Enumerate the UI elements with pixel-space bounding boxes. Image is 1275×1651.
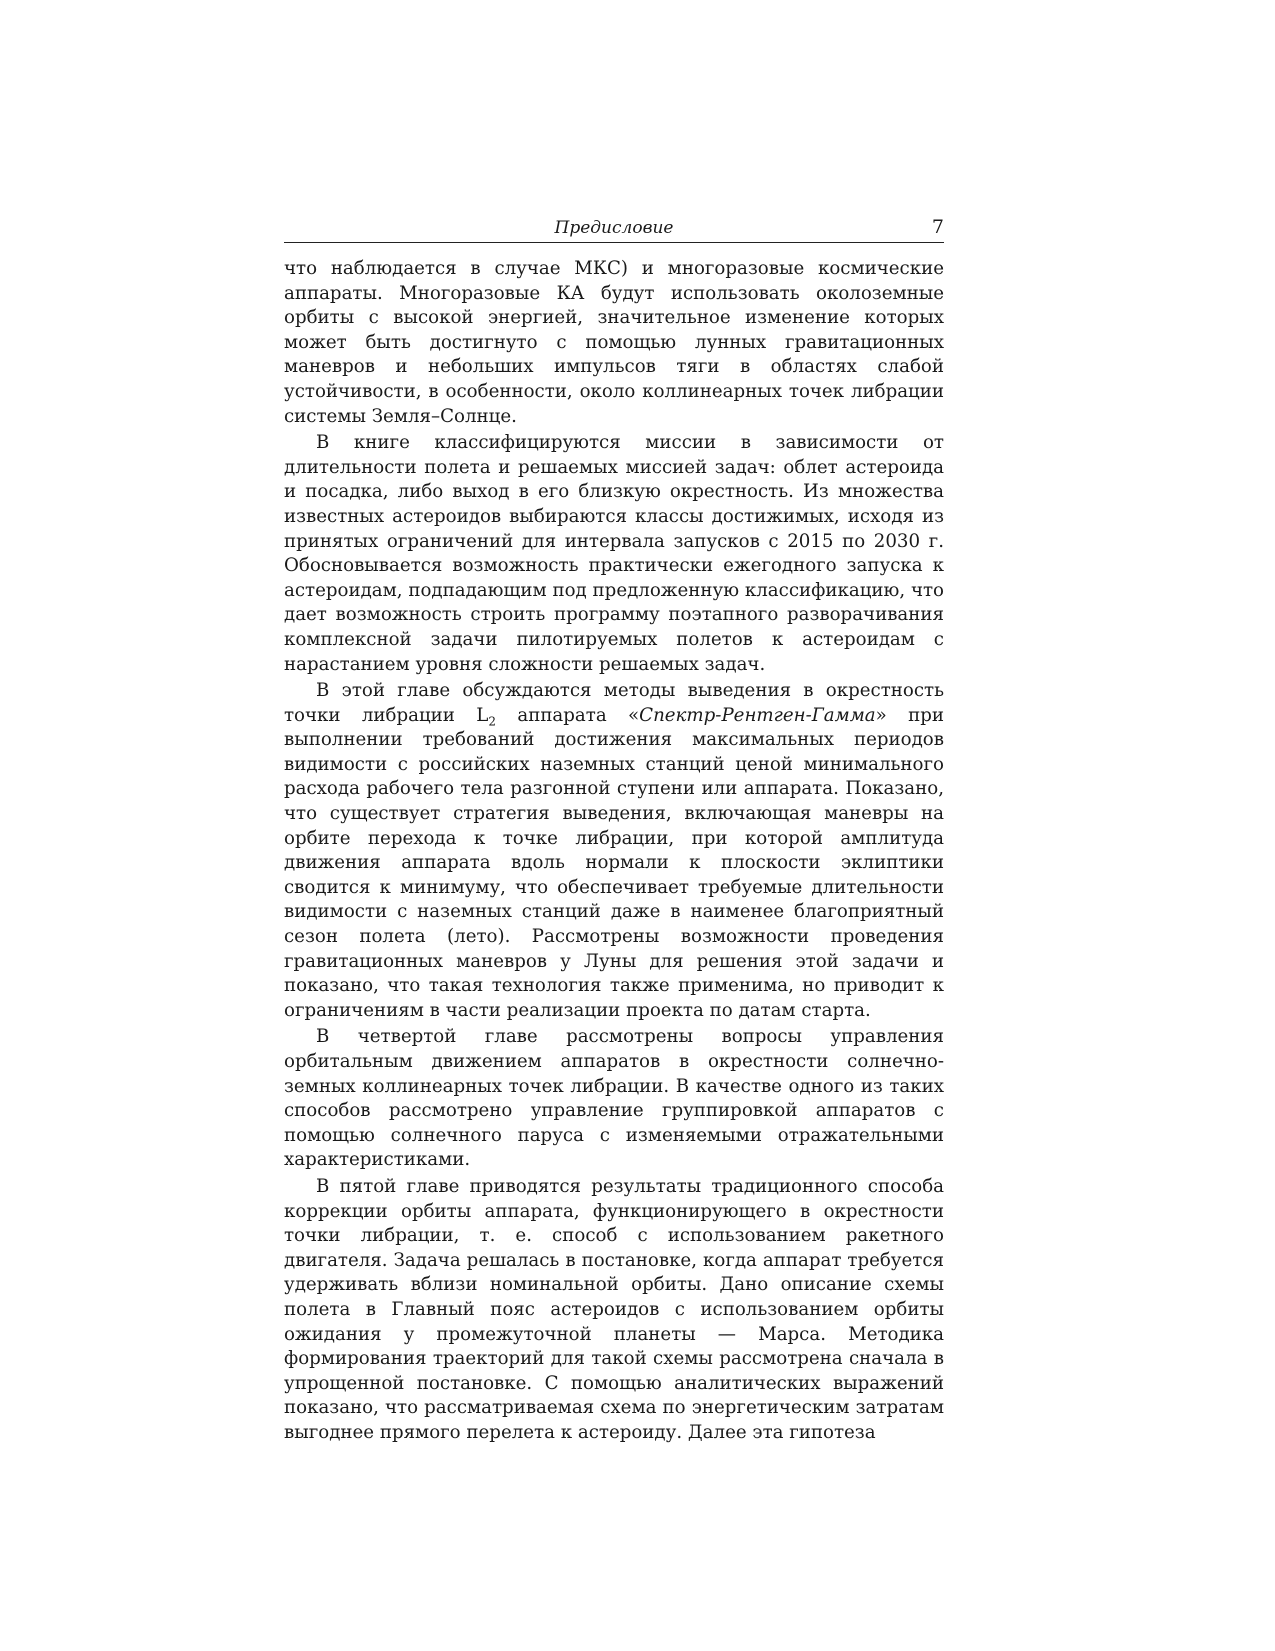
subscript: 2 — [488, 714, 496, 729]
mission-name: Спектр-Рентген-Гамма — [639, 704, 876, 726]
body-text — [284, 257, 944, 1446]
running-title: Предисловие — [554, 218, 674, 238]
page-number: 7 — [931, 216, 944, 238]
paragraph: что наблюдается в случае МКС) и многоразовые космические аппараты. Многоразовые КА будут использовать околоземные орбиты с высокой энергией, значительное изменение которых может быть достигнуто с помощью лунных гравитационных маневров и небольших импульсов тяги в областях слабой устойчивости, в особенности, около коллинеарных точек либрации системы Земля–Солнце. — [284, 258, 944, 427]
running-header — [284, 212, 944, 243]
paragraph: В пятой главе приводятся результаты традиционного способа коррекции орбиты аппарата, функционирующего в окрестности точки либрации, т. е. способ с использованием ракетного двигателя. Задача решалась в постановке, когда аппарат требуется удерживать вблизи номинальной орбиты. Дано описание схемы полета в Главный пояс астероидов с использованием орбиты ожидания у промежуточной планеты — Марса. Методика формирования траекторий для такой схемы рассмотрена сначала в упрощенной постановке. С помощью аналитических выражений показано, что рассматриваемая схема по энергетическим затратам выгоднее прямого перелета к астероиду. Далее эта гипотеза — [284, 1175, 944, 1443]
paragraph: В книге классифицируются миссии в зависимости от длительности полета и решаемых миссией задач: облет астероида и посадка, либо выход в его близкую окрестность. Из множества известных астероидов выбираются классы достижимых, исходя из принятых ограничений для интервала запусков с 2015 по 2030 г. Обосновывается возможность практически ежегодного запуска к астероидам, подпадающим под предложенную классификацию, что дает возможность строить программу поэтапного разворачивания комплексной задачи пилотируемых полетов к астероидам с нарастанием уровня сложности решаемых задач. — [284, 432, 944, 675]
paragraph: В четвертой главе рассмотрены вопросы управления орбитальным движением аппаратов в окрестности солнечно-земных коллинеарных точек либрации. В качестве одного из таких способов рассмотрено управление группировкой аппаратов с помощью солнечного паруса с изменяемыми отражательными характеристиками. — [284, 1026, 944, 1171]
paragraph-text: » при выполнении требований достижения максимальных периодов видимости с российских наземных станций ценой минимального расхода рабочего тела разгонной ступени или аппарата. Показано, что существует стратегия выведения, включающая маневры на орбите перехода к точке либрации, при которой амплитуда движения аппарата вдоль нормали к плоскости эклиптики сводится к минимуму, что обеспечивает требуемые длительности видимости с наземных станций даже в наименее благоприятный сезон полета (лето). Рассмотрены возможности проведения гравитационных маневров у Луны для решения этой задачи и показано, что такая технология также применима, но приводит к ограничениям в части реализации проекта по датам старта. — [284, 704, 945, 1021]
paragraph — [284, 679, 944, 1023]
paragraph-text: аппарата « — [496, 704, 640, 726]
page — [284, 212, 944, 1446]
paragraph-text: В этой главе обсуждаются методы выведения в окрестность точки либрации L — [284, 680, 944, 726]
